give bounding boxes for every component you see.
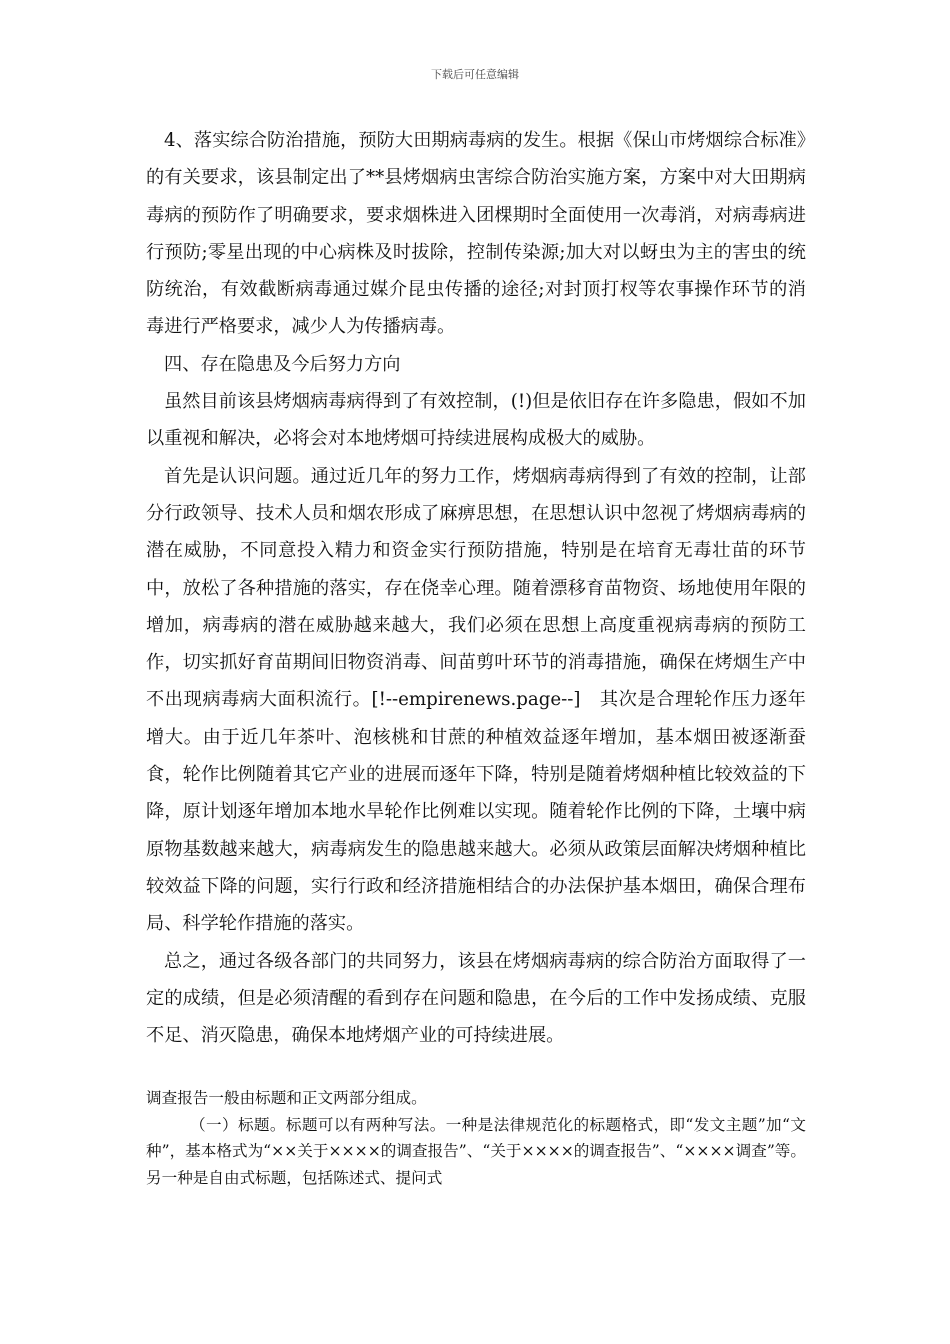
page-header: 下载后可任意编辑	[431, 68, 519, 81]
appendix-text	[146, 1085, 806, 1191]
appendix-title-section: （一）标题。标题可以有两种写法。一种是法律规范化的标题格式，即“发文主题”加“文种”，基本格式为“××关于××××的调查报告”、“关于××××的调查报告”、“××××调查”等。另一种是自由式标题，包括陈述式、提问式	[146, 1115, 806, 1187]
section-heading: 四、存在隐患及今后努力方向	[164, 353, 401, 375]
paragraph-measure-4: 4、落实综合防治措施，预防大田期病毒病的发生。根据《保山市烤烟综合标准》的有关要求，该县制定出了**县烤烟病虫害综合防治实施方案，方案中对大田期病毒病的预防作了明确要求，要求烟株进入团棵期时全面使用一次毒消，对病毒病进行预防;零星出现的中心病株及时拔除，控制传染源;加大对以蚜虫为主的害虫的统防统治，有效截断病毒通过媒介昆虫传播的途径;对封顶打杈等农事操作环节的消毒进行严格要求，减少人为传播病毒。	[146, 130, 806, 338]
paragraph-first-issue: 首先是认识问题。通过近几年的努力工作，烤烟病毒病得到了有效的控制，让部分行政领导、技术人员和烟农形成了麻痹思想，在思想认识中忽视了烤烟病毒病的潜在威胁，不同意投入精力和资金实行预防措施，特别是在培育无毒壮苗的环节中，放松了各种措施的落实，存在侥幸心理。随着漂移育苗物资、场地使用年限的增加，病毒病的潜在威胁越来越大，我们必须在思想上高度重视病毒病的预防工作，切实抓好育苗期间旧物资消毒、间苗剪叶环节的消毒措施，确保在烤烟生产中不出现病毒病大面积流行。[!--empirenews.page--] 其次是合理轮作压力逐年增大。由于近几年茶叶、泡核桃和甘蔗的种植效益逐年增加，基本烟田被逐渐蚕食，轮作比例随着其它产业的进展而逐年下降，特别是随着烤烟种植比较效益的下降，原计划逐年增加本地水旱轮作比例难以实现。随着轮作比例的下降，土壤中病原物基数越来越大，病毒病发生的隐患越来越大。必须从政策层面解决烤烟种植比较效益下降的问题，实行行政和经济措施相结合的办法保护基本烟田，确保合理布局、科学轮作措施的落实。	[146, 465, 806, 935]
document-body	[146, 122, 806, 1054]
appendix-intro: 调查报告一般由标题和正文两部分组成。	[146, 1089, 427, 1107]
paragraph-hidden-risks: 虽然目前该县烤烟病毒病得到了有效控制，(!)但是依旧存在许多隐患，假如不加以重视和解决，必将会对本地烤烟可持续进展构成极大的威胁。	[146, 391, 806, 450]
paragraph-conclusion: 总之，通过各级各部门的共同努力，该县在烤烟病毒病的综合防治方面取得了一定的成绩，但是必须清醒的看到存在问题和隐患，在今后的工作中发扬成绩、克服不足、消灭隐患，确保本地烤烟产业的可持续进展。	[146, 950, 806, 1047]
